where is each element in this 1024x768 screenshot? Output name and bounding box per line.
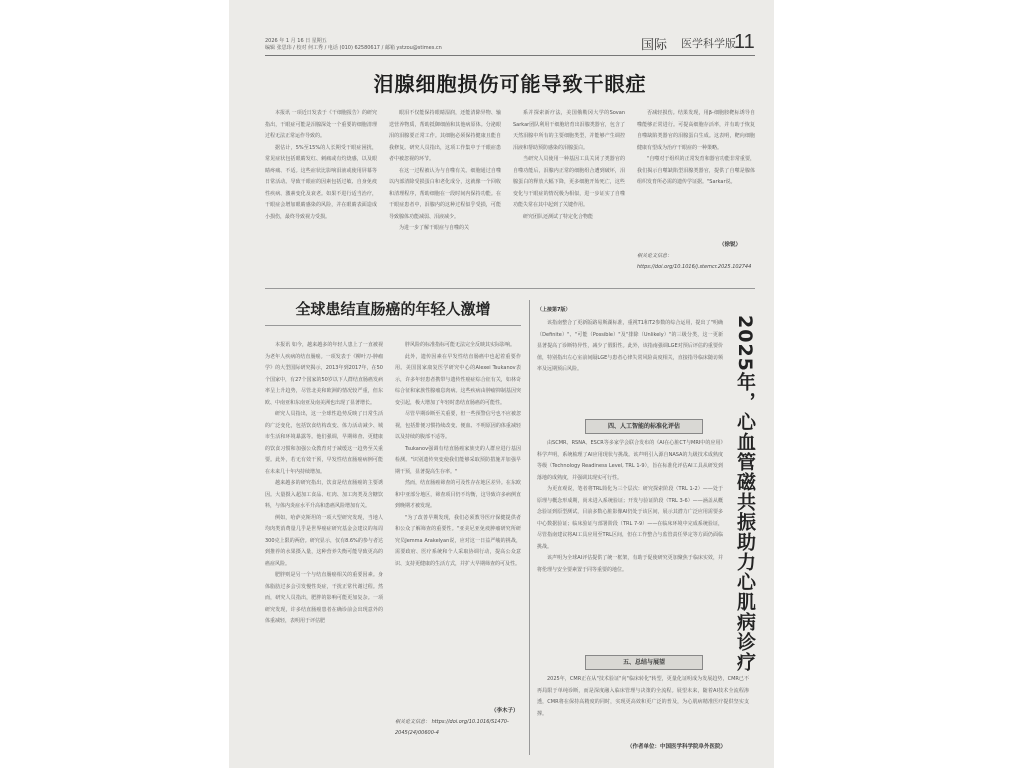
paragraph: 尽管早期诊断至关重要，但一些预警信号也不应被忽视，包括排便习惯持续改变、便血、不明原因的体重减轻以及持续的腹部不适等。 (395, 411, 521, 440)
article1-title: 泪腺细胞损伤可能导致干眼症 (373, 72, 647, 96)
paragraph: 该指南整合了更新版路易斯湖标准，重视T1和T2参数的综合运用，提出了"明确（Definite）"、"可能（Possible）"及"排除（Unlikely）"的三级分类，这一更新显著提高了诊断特异性，减少了假阳性。此外，该指南强调LGE对预后评估的重要价值，特别指出左心室前间隔LGE与患者心律失常风险高度相关，直接指导临床随访频率及远期预后风险。 (537, 320, 723, 372)
article2-col1 (265, 340, 383, 760)
page-number: 11 (734, 31, 755, 53)
article-divider (265, 288, 755, 289)
paragraph: 该声明为全球AI评估提供了统一框架，有助于促使研究更加聚焦于临床实效，并将伦理与安全要素置于同等重要的地位。 (537, 555, 723, 573)
paragraph: 然而，结直肠癌筛查的可及性存在地区差异。在东欧和中亚部分地区，筛查项目仍不均衡，这导致许多病例直到晚期才被发现。 (395, 480, 521, 509)
paragraph: 研究人员指出，这一全球性趋势反映了日常生活的广泛变化，包括饮食结构改变、体力活动减少、城市生活和环境暴露等。他们强调，早期筛查、更健康的饮食习惯和加强公众教育对于减缓这一趋势至关重要。此外，若无有效干预，早发性结直肠癌病例可能在未来几十年内持续增加。 (265, 411, 383, 475)
paragraph: 例如，哈萨克斯坦的一项大型研究发现，当地人均肉类消费量几乎是世界癌症研究基金会建议的每周300克上限的两倍。研究显示，仅有8.6%的参与者达到推荐的水果摄入量，这种营养失衡可能导致更高的癌症风险。 (265, 514, 383, 567)
paragraph: 肥胖则是另一个与结直肠癌相关的重要因素。身体脂肪过多会引发慢性炎症，干扰正常代谢过程。然而，研究人员指出，肥胖的影响可能更加复杂。一项研究发现，许多结直肠癌患者在确诊前会出现意外的体重减轻，表明用于评估肥 (265, 572, 383, 624)
paragraph: 本报讯 一项近日发表于《干细胞报告》的研究指出，干眼症可能是泪腺深处一个重要的细胞清理过程无法正常运作导致的。 (265, 110, 377, 139)
subheading-4: 四、人工智能的标准化评估 (585, 419, 703, 434)
article1-col2 (389, 108, 501, 283)
continued-label: （上接第7版） (537, 307, 571, 313)
ref-link[interactable]: https://doi.org/10.1016/j.stemcr.2025.102744 (637, 264, 752, 270)
ref-label: 相关论文信息： (637, 253, 673, 259)
newspaper-page (229, 0, 774, 768)
paragraph: 越来越多的研究指出，饮食是结直肠癌的主要诱因。大量摄入超加工食品、红肉、加工肉类及含糖饮料，与体内炎症水平升高和患癌风险增加有关。 (265, 480, 383, 509)
article1-reference (637, 251, 755, 273)
article2-title-rule (265, 325, 521, 326)
paragraph: 本报讯 如今，越来越多的年轻人患上了一直被视为老年人疾病的结直肠癌。一项发表于《柳叶刀-肿瘤学》的大型国际研究揭示，2013年到2017年，在50个国家中，有27个国家的50岁以下人群结直肠癌发病率呈上升趋势，尽管北美和欧洲的情况较严重，但东欧、中南亚和东南亚及南美洲也出现了显著增长。 (265, 342, 383, 406)
masthead-logo: 医学科学版 (681, 37, 736, 50)
article2-author: （李木子） (491, 708, 519, 714)
article3-title: 2025年，心血管磁共振助力心肌病诊疗 (734, 315, 756, 672)
paragraph: 胖风险的标准指标可能无法完全反映其实际影响。 (405, 342, 516, 348)
article1-author: （徐锐） (719, 242, 742, 248)
article2-title: 全球患结直肠癌的年轻人激增 (295, 300, 491, 318)
article3-author: （作者单位：中国医学科学院阜外医院） (627, 744, 727, 750)
page-meta (265, 38, 445, 52)
paragraph: 为更直观说，笔者将TRL简化为三个层次：研究探索阶段（TRL 1-2）——处于原理与概念形成期，尚未进入系统验证；开发与验证阶段（TRL 3-6）——涵盖从概念验证到原型测试，目前多数心脏影像AI仍处于该区间，展示其潜力广泛应用需要多中心数据验证；临床验证与部署阶段（TRL 7-9）——在临床环境中完成系统验证，尽管指南建议将AI工具应用至TRL区间，但在工作整合与监管责任界定等方面仍面临挑战。 (537, 486, 723, 550)
paragraph: 系并探索新疗法，美国俄勒冈大学的Sovan Sarkar团队利用干细胞培育出泪腺类器官，包含了天然泪腺中所有的主要细胞类型，并能够产生调控泪液和帮助预防感染的泪腺蛋白。 (513, 110, 625, 151)
meta-date: 2026 年 1 月 16 日 星期五 (265, 38, 327, 44)
ref-label: 相关论文信息： (395, 719, 431, 725)
paragraph: 当研究人员使用一种基因工具关闭了类器官的自噬功能后，泪腺内正常的细胞组合遭到破坏，泪腺蛋白的释放大幅下降，更多细胞开始死亡，这些变化与干眼症的情况极为相似，进一步证实了自噬功能失常在其中起到了关键作用。 (513, 156, 625, 208)
paragraph: 2025年，CMR正在从"技术验证"向"临床转化"转型，更量化证明成为发展趋势，CMR已不再局限于单纯诊断，而是深度融入临床管理与决策的全流程。展望未来，随着AI技术全流程渗透，CMR将在保持高精度的同时，实现更高效和更广泛的普及，为心肌病精准医疗提供坚实支撑。 (537, 676, 749, 717)
paragraph: "为了改善早期发现，我们必须教导医疗保健提供者和公众了解筛查的重要性。"亚美尼亚免疫肿瘤研究所研究员Jemma Arakelyan说，应对这一日益严峻的挑战，需要政府、医疗系统和个人采取协调行动，提高公众意识、支持更健康的生活方式，并扩大早期筛查的可及性。 (395, 514, 521, 567)
section-label: 国际 (641, 38, 668, 53)
article2-col2 (395, 340, 521, 705)
paragraph: 研究团队还测试了特定化合物能 (523, 213, 594, 220)
article1-col1 (265, 108, 377, 283)
header-divider (265, 55, 755, 56)
paragraph: 在这一过程被认为与自噬有关。细胞通过自噬以内部清除受损蛋白和老化成分，这就像一个回收和清理程序，帮助细胞在一段时间内保持功能。在干眼症患者中，泪腺内的这种过程似乎受损，可能导致腺体功能减弱、泪液减少。 (389, 167, 501, 220)
paragraph: 由SCMR、RSNA、ESCR等多家学会联合发布的《AI在心脏CT与MRI中的应用》科学声明，系统梳理了AI应用现状与挑战。该声明引入源自NASA的九级技术成熟度等级（Technology Readiness Level, TRL 1-9），旨在标准化评估AI工具从研发到落地的成熟度，并强调其现实可行性。 (537, 440, 723, 481)
subheading-5: 五、总结与展望 (585, 655, 703, 670)
meta-editor: 编辑 张思玮 / 校对 何工秀 / 电话 (010) 62580617 / 邮箱 ystzou@stimes.cn (265, 45, 442, 51)
article1-col3 (513, 108, 625, 283)
ref-link[interactable]: https://doi.org/10.1016/S1470-2045(24)00600-4 (395, 719, 509, 736)
paragraph: 此外，遗传因素在早发性结直肠癌中也起着重要作用。美国国家康复医学研究中心的Alexei Tsukanov表示，许多年轻患者携带与遗传性癌症综合征有关，如林奇综合征和家族性腺瘤息肉病。这些疾病由肿瘤抑制基因突变引起，极大增加了年轻时患结直肠癌的可能性。 (395, 353, 521, 406)
paragraph: 眼泪不仅能保持眼睛湿润，还能清除异物、输送营养物质，帮助抵御细菌和其他病原体。分泌眼泪的泪腺要正常工作。其细胞必须保持健康且能自我修复。研究人员指出，这项工作集中于干眼症患者中被忽视的环节。 (389, 110, 501, 162)
article2-reference (395, 717, 521, 739)
paragraph: Tsukanov强调有结直肠癌家族史的人群应进行基因检测。"识别遗传突变使我们能够采取预防措施并加强早期干预，显著提高生存率。" (395, 445, 521, 475)
article3-para3 (537, 674, 749, 732)
article3-para1 (537, 318, 723, 413)
paragraph: 为进一步了解干眼症与自噬的关 (399, 225, 470, 231)
column-divider (529, 300, 530, 755)
paragraph: 否减轻损伤。结果发现，用β-细胞胺靶标诱导自噬能够正常进行。可提高细胞存活率，并有助于恢复自噬缺陷类器官的泪腺蛋白生成。这表明，靶向细胞健康有望成为治疗干眼症的一种策略。 (637, 110, 755, 151)
article3-para2 (537, 438, 723, 646)
paragraph: "自噬对于组织的正常发育和器官功能非常重要，我们揭示自噬缺陷型泪腺类器官，提供了自噬是腺体组织发育所必需的遗传学证据。"Sarkar说。 (637, 156, 755, 185)
paragraph: 据估计，5%至15%的人长期受干眼症困扰，常见症状包括眼睛发红、刺痛或有灼烧感，以及眼睛疼痛、不适。这些症状比影响泪液或使用屏幕等日常活动。导致干眼症的因素包括过敏、自身免疫性疾病、激素变化及衰老。如果不进行适当治疗，干眼症会增加眼睛感染的风险，并在眼睛表面造成小损伤，最终导致视力受损。 (265, 144, 377, 220)
article1-col4 (637, 108, 755, 233)
